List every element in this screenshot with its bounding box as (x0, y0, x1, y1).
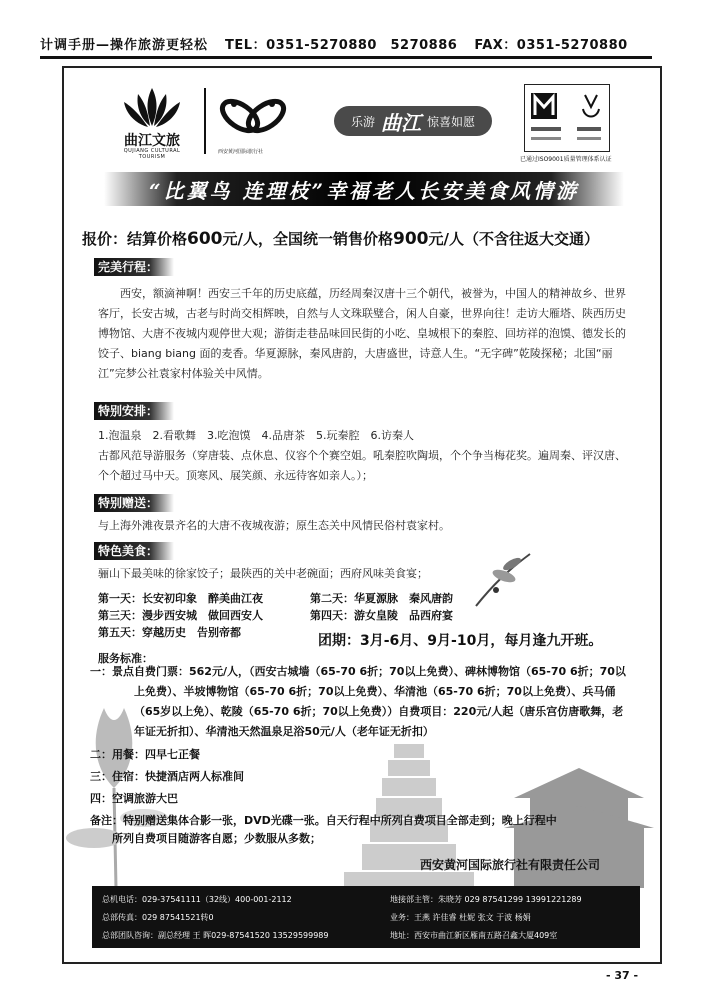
footer-fax: 总部传真：029 87541521转0 (102, 913, 214, 922)
itinerary-row (98, 590, 638, 607)
logo-divider (204, 88, 206, 154)
footer-switchboard: 总机电话：029-37541111（32线）400-001-2112 (102, 895, 292, 904)
lotus-logo-icon (118, 86, 186, 128)
transport-info: 四：空调旅游大巴 (90, 792, 178, 805)
qujiang-slogan-badge (334, 106, 492, 136)
header-fax: FAX：0351-5270880 (474, 38, 628, 53)
meal-info: 二：用餐：四早七正餐 (90, 748, 200, 761)
price-mid: 元/人，全国统一销售价格 (222, 230, 393, 248)
section-gift-tag: 特别赠送： (94, 494, 174, 512)
retail-price: 900 (393, 229, 429, 249)
advert-frame (62, 66, 662, 964)
settle-price: 600 (187, 229, 223, 249)
footer-manager: 地接部主管：朱晓芳 029 87541299 13991221289 (390, 895, 582, 904)
badge-right-text: 惊喜如愿 (427, 114, 476, 129)
remarks (90, 812, 630, 848)
header-slogan: 计调手册—操作旅游更轻松 (40, 38, 209, 53)
itinerary-day-right: 第四天：游女皇陵 品西府宴 (310, 609, 453, 622)
footer-address: 地址：西安市曲江新区雁南五路召鑫大厦409室 (390, 931, 558, 940)
fees-label: 一：景点： (90, 665, 145, 678)
remarks-line2: 所列自费项目随游客自愿；少数服从多数； (112, 832, 321, 845)
logo-english: QUJIANG CULTURAL TOURISM (123, 148, 181, 160)
itinerary-day-left: 第一天：长安初印象 醉美曲江夜 (98, 592, 263, 605)
fees-text: 自费门票：562元/人，（西安古城墙（65-70 6折；70以上免费）、碑林博物馆（65-70 6折；70以上免费）、半坡博物馆（65-70 6折；70以上免费）、华清池（65-70 6折；70以上免费）、兵马俑（65岁以上免）、乾陵（65-70 6折；70以上免费））自费项目：220元/人起（唐乐宫仿唐歌舞，老年证无折扣）、华清池天然温泉足浴50元/人（老年证无折扣） (134, 665, 626, 738)
footer-group-consult: 总部团队咨询：副总经理 王 晖029-87541520 13529599989 (102, 931, 329, 940)
fish-logo-icon (218, 90, 288, 146)
itinerary-day-left: 第五天：穿越历史 告别帝都 (98, 626, 241, 639)
food-text: 骊山下最美味的徐家饺子；最陕西的关中老碗面；西府风味美食宴； (98, 567, 428, 580)
page-number: - 37 - (606, 969, 639, 982)
certification-logo (524, 84, 610, 152)
header-rule (40, 56, 652, 59)
header-tel: TEL：0351-5270880 5270886 (225, 38, 458, 53)
itinerary-day-left: 第三天：漫步西安城 做回西安人 (98, 609, 263, 622)
cert-mark-icon (525, 85, 611, 153)
company-name: 西安黄河国际旅行社有限责任公司 (420, 858, 601, 872)
badge-left-text: 乐游 (350, 114, 375, 129)
footer-staff: 业务：王燕 许佳睿 杜妮 张文 于波 杨娟 (390, 913, 531, 922)
gift-text: 与上海外滩夜景齐名的大唐不夜城夜游；原生态关中风情民俗村袁家村。 (98, 519, 450, 532)
contact-footer (92, 886, 640, 948)
itinerary-day-right: 第二天：华夏源脉 秦风唐韵 (310, 592, 453, 605)
fish-logo-caption: 西安黄河国际旅行社 (218, 149, 264, 155)
price-prefix: 报价：结算价格 (82, 230, 188, 248)
intro-paragraph: 西安，额滴神啊！西安三千年的历史底蕴，历经周秦汉唐十三个朝代，被誉为，中国人的精神故乡、世界客厅，长安古城，古老与时尚交相辉映，自然与人文珠联璧合，闲人自豪，世界向往！走访大雁塔、陕西历史博物馆、大唐不夜城内观停世大观；游街走巷品味回民街的小吃、皇城根下的秦腔、回坊祥的泡馍、德发长的饺子、biang biang 面的麦香。华夏源脉，秦风唐韵，大唐盛世，诗意人生。“无字碑”乾陵探秘；北国“丽江”完梦公社袁家村体验关中风情。 (98, 287, 626, 380)
badge-main-text: 曲江 (381, 110, 421, 135)
itinerary-row (98, 607, 638, 624)
section-special-tag: 特别安排： (94, 402, 174, 420)
lotus-decoration-icon (64, 688, 174, 888)
departure-schedule: 团期：3月-6月、9月-10月，每月逢九开班。 (318, 633, 603, 649)
cert-caption: 已通过ISO9001质量管理体系认证 (520, 156, 612, 163)
qujiang-logo (112, 86, 192, 160)
price-suffix: 元/人（不含往返大交通） (428, 230, 599, 248)
logo-name: 曲江文旅 (124, 133, 180, 149)
section-itinerary-tag: 完美行程： (94, 258, 174, 276)
special-text: 古都风范导游服务（穿唐装、点休息、仪容个个赛空姐。吼秦腔吹陶埙，个个争当梅花奖。遍周秦、评汉唐、个个超过马中天。顶寒风、展笑颜、永远待客如亲人。）； (98, 449, 626, 482)
special-items: 1.泡温泉 2.看歌舞 3.吃泡馍 4.品唐茶 5.玩秦腔 6.访秦人 (98, 429, 414, 442)
title-banner: “比翼鸟 连理枝”幸福老人长安美食风情游 (104, 172, 624, 206)
price-line (82, 228, 642, 249)
huanghe-logo (218, 90, 288, 156)
section-food-tag: 特色美食： (94, 542, 174, 560)
remarks-line1: 备注：特别赠送集体合影一张，DVD光碟一张。自天行程中所列自费项目全部走到；晚上行程中 (90, 814, 557, 827)
hotel-info: 三：住宿：快捷酒店两人标准间 (90, 770, 244, 783)
service-heading: 服务标准： (98, 652, 153, 665)
top-header-bar (40, 34, 652, 54)
